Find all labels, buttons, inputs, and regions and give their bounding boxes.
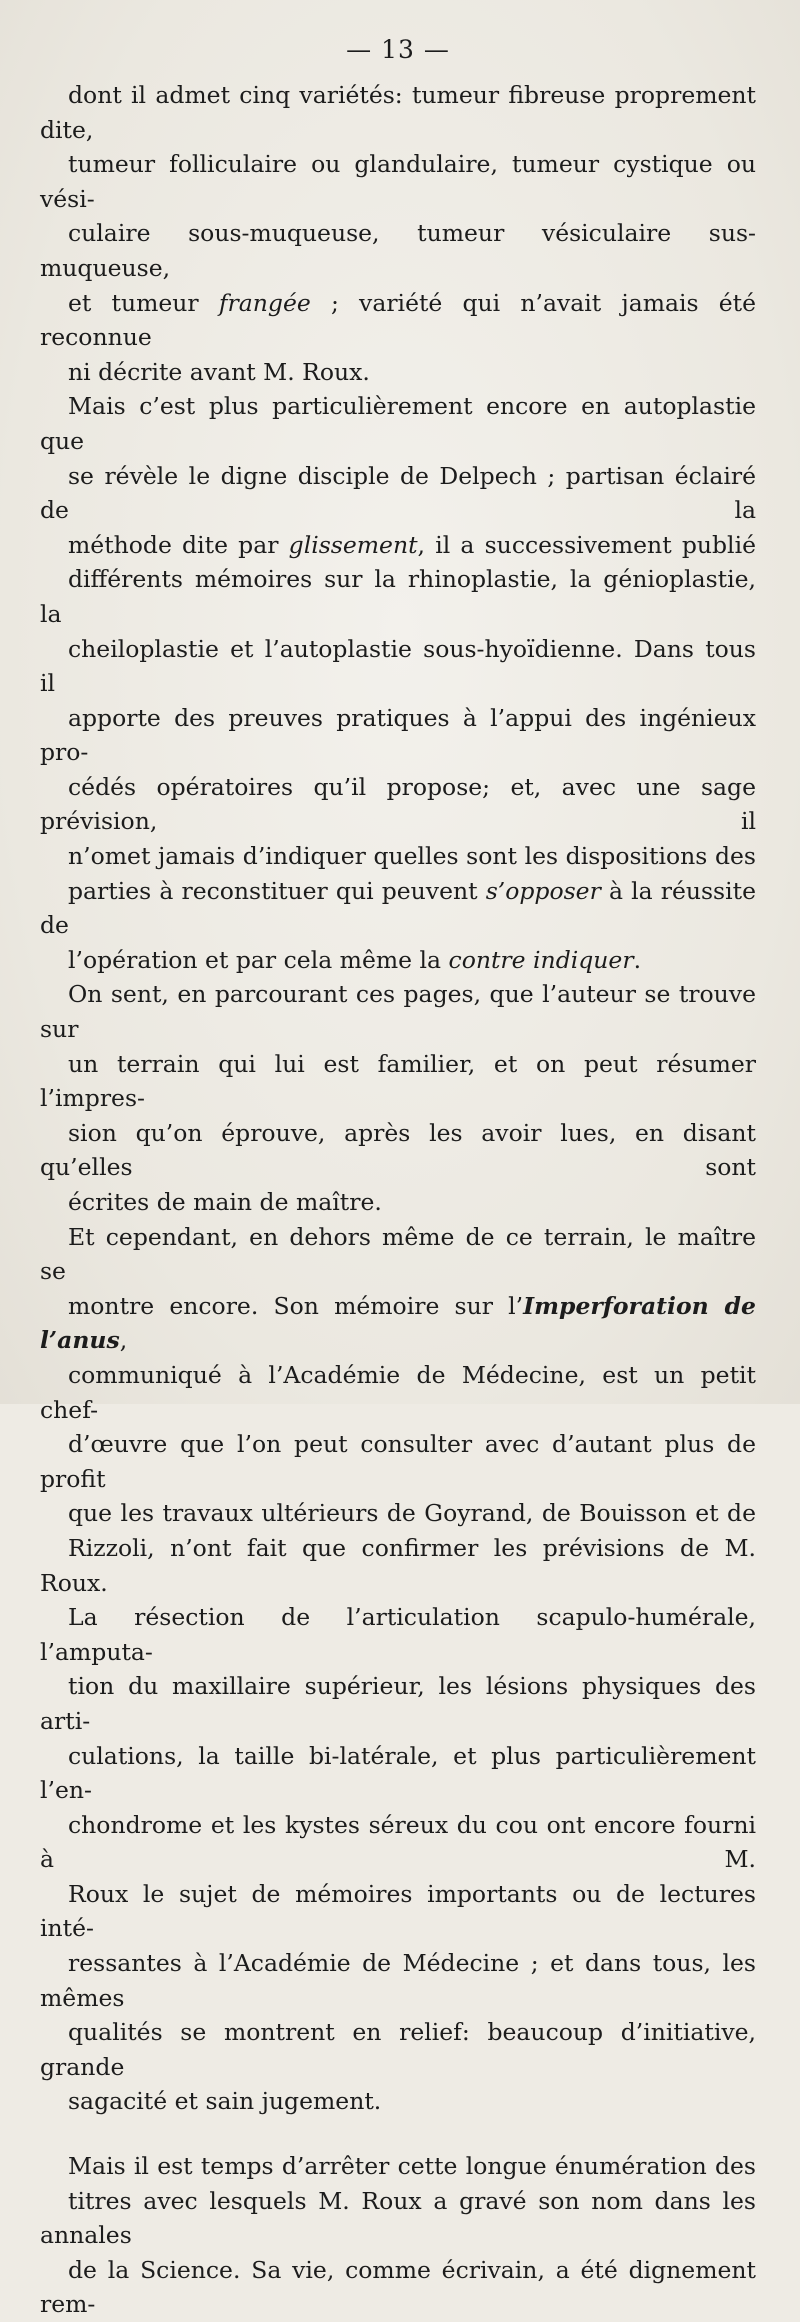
text-line: tumeur folliculaire ou glandulaire, tumeur cystique ou vési-: [40, 150, 756, 213]
text-line: Mais il est temps d’arrêter cette longue énumération des: [68, 2152, 756, 2181]
text-line: qualités se montrent en relief: beaucoup d’initiative, grande: [40, 2018, 756, 2081]
text-line: et tumeur frangée ; variété qui n’avait jamais été reconnue: [40, 288, 757, 352]
text-line: chondrome et les kystes séreux du cou ont encore fourni à M.: [40, 1810, 756, 1874]
text-line: La résection de l’articulation scapulo-humérale, l’amputa-: [40, 1603, 756, 1666]
text-line: que les travaux ultérieurs de Goyrand, de Bouisson et de: [68, 1499, 756, 1528]
text-line: dont il admet cinq variétés: tumeur fibreuse proprement dite,: [40, 81, 756, 144]
text-line: se révèle le digne disciple de Delpech ; partisan éclairé de la: [40, 461, 756, 525]
text-line: l’opération et par cela même la contre indiquer.: [68, 945, 642, 974]
page-number: — 13 —: [346, 35, 450, 64]
text-line: sagacité et sain jugement.: [68, 2087, 382, 2116]
text-line: parties à reconstituer qui peuvent s’opposer à la réussite de: [40, 876, 756, 940]
text-line: de la Science. Sa vie, comme écrivain, a été dignement rem-: [40, 2255, 756, 2319]
paragraph: [40, 389, 756, 977]
text-line: cédés opératoires qu’il propose; et, avec une sage prévision, il: [40, 772, 756, 836]
text-line: sion qu’on éprouve, après les avoir lues, en disant qu’elles sont: [40, 1118, 756, 1182]
text-line: un terrain qui lui est familier, et on peut résumer l’impres-: [40, 1049, 756, 1113]
text-line: Roux le sujet de mémoires importants ou de lectures inté-: [40, 1879, 756, 1943]
paragraph: [40, 2149, 756, 2322]
paragraph: [40, 78, 756, 389]
text-line: écrites de main de maître.: [68, 1188, 382, 1216]
text-line: ni décrite avant M. Roux.: [68, 357, 370, 386]
text-line: culations, la taille bi-latérale, et plus particulièrement l’en-: [40, 1741, 756, 1805]
text-line: méthode dite par glissement, il a successivement publié: [68, 530, 756, 559]
text-line: Mais c’est plus particulièrement encore en autoplastie que: [40, 392, 756, 455]
text-line: Et cependant, en dehors même de ce terrain, le maître se: [40, 1222, 756, 1286]
text-line: n’omet jamais d’indiquer quelles sont les dispositions des: [68, 842, 756, 871]
italic-term: s’opposer: [485, 876, 601, 905]
text-line: tion du maxillaire supérieur, les lésions physiques des arti-: [40, 1672, 756, 1735]
text-line: d’œuvre que l’on peut consulter avec d’autant plus de profit: [40, 1430, 756, 1493]
paragraph: [40, 1220, 756, 1601]
text-line: titres avec lesquels M. Roux a gravé son nom dans les annales: [40, 2186, 756, 2250]
paragraph: [40, 977, 756, 1219]
text-line: ressantes à l’Académie de Médecine ; et dans tous, les mêmes: [40, 1949, 756, 2012]
italic-term: contre indiquer: [448, 945, 634, 974]
text-line: montre encore. Son mémoire sur l’Imperforation de l’anus,: [40, 1291, 756, 1355]
text-line: culaire sous-muqueuse, tumeur vésiculaire sus-muqueuse,: [40, 219, 756, 282]
text-line: Rizzoli, n’ont fait que confirmer les prévisions de M. Roux.: [40, 1533, 756, 1597]
text-line: différents mémoires sur la rhinoplastie, la génioplastie, la: [40, 565, 756, 628]
bold-italic-title: Imperforation de l’anus: [40, 1291, 756, 1355]
text-line: cheiloplastie et l’autoplastie sous-hyoïdienne. Dans tous il: [40, 634, 756, 698]
text-line: communiqué à l’Académie de Médecine, est un petit chef-: [40, 1360, 756, 1424]
text-line: On sent, en parcourant ces pages, que l’auteur se trouve sur: [40, 980, 756, 1044]
italic-term: frangée: [218, 288, 311, 317]
text-line: apporte des preuves pratiques à l’appui des ingénieux pro-: [40, 703, 756, 767]
italic-term: glissement: [288, 530, 418, 559]
body-text: [40, 78, 756, 2322]
paragraph: [40, 1600, 756, 2119]
